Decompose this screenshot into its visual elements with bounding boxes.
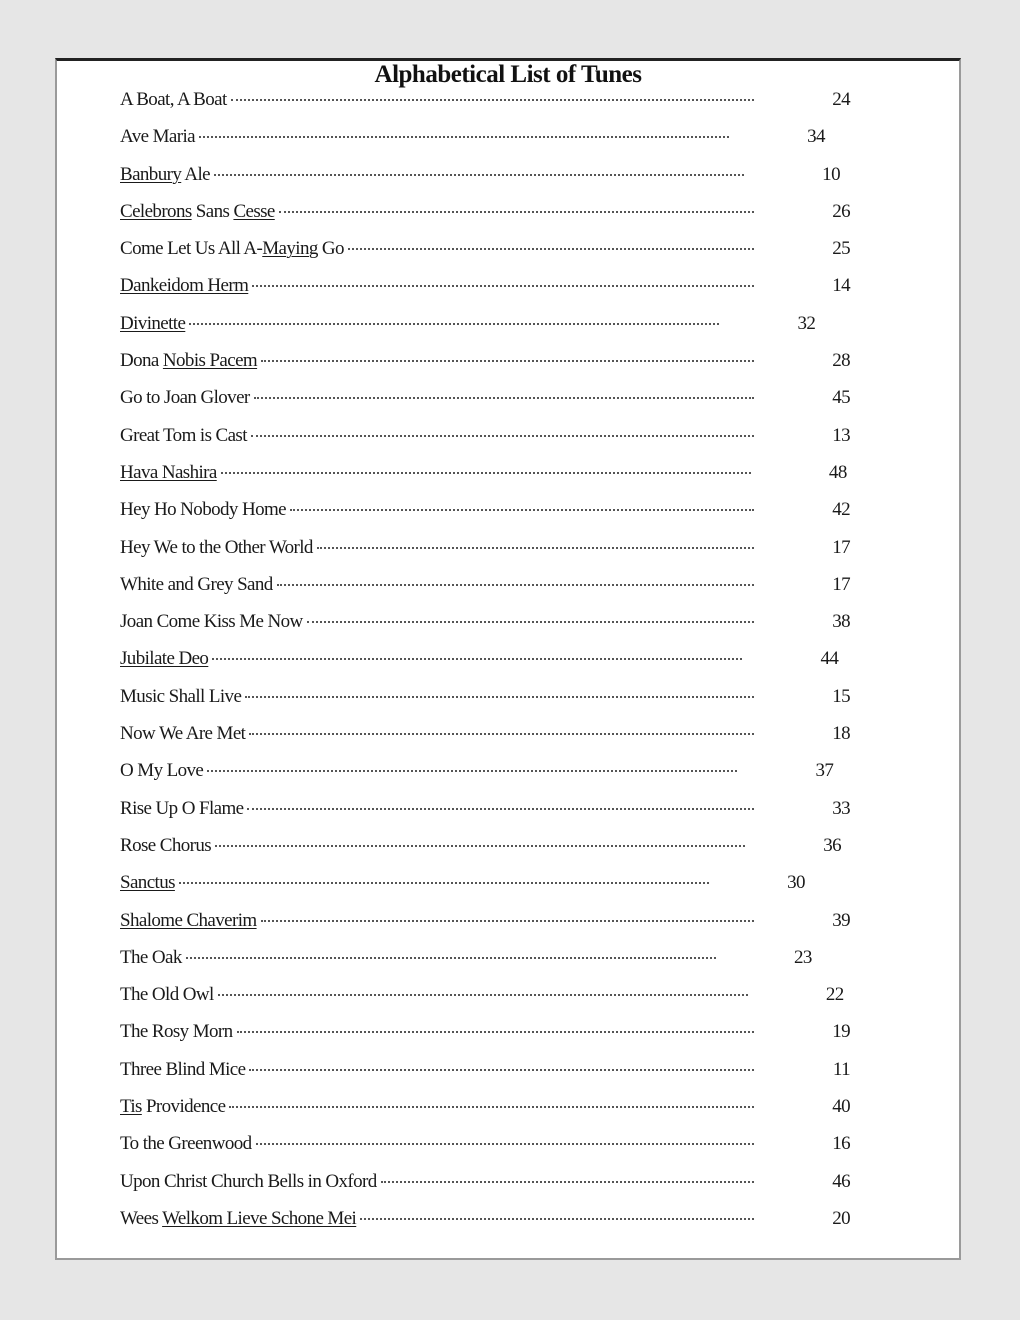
dot-leader (261, 360, 754, 362)
tune-title-part: Ave Maria (120, 126, 195, 148)
dot-leader (290, 509, 754, 511)
page-number: 20 (832, 1207, 850, 1229)
page-number: 34 (807, 126, 825, 148)
page-number: 13 (832, 424, 850, 446)
page-number: 19 (832, 1021, 850, 1043)
page-number: 33 (832, 797, 850, 819)
tune-title-part: White and Grey Sand (120, 573, 273, 595)
dot-leader (231, 99, 754, 101)
tune-entry (120, 1059, 850, 1096)
tune-entry (120, 425, 850, 462)
tune-title (120, 686, 241, 708)
tune-title (120, 872, 175, 894)
tune-entry (120, 760, 850, 797)
page-number: 46 (832, 1170, 850, 1192)
tune-title (120, 350, 257, 372)
tune-title (120, 910, 257, 932)
page-number: 17 (832, 573, 850, 595)
dot-leader (207, 770, 737, 772)
page-number: 16 (832, 1133, 850, 1155)
dot-leader (249, 733, 754, 735)
page-title: Alphabetical List of Tunes (374, 61, 642, 88)
tune-title-part: Upon Christ Church Bells in Oxford (120, 1170, 377, 1192)
tune-title (120, 1021, 233, 1043)
tune-title (120, 499, 286, 521)
document-page (55, 58, 961, 1260)
tune-title-part: Ale (181, 163, 210, 185)
dot-leader (279, 211, 754, 213)
page-number: 39 (832, 909, 850, 931)
page-number: 38 (832, 611, 850, 633)
tune-title-part: The Oak (120, 946, 182, 968)
tune-title-part: Providence (141, 1096, 226, 1118)
page-number: 45 (832, 387, 850, 409)
dot-leader (252, 285, 754, 287)
tune-title-part: Come Let Us All A- (120, 238, 263, 260)
tune-title (120, 574, 273, 596)
tune-title-underlined-part: Cesse (233, 200, 275, 222)
dot-leader (251, 435, 754, 437)
tune-title (120, 1096, 225, 1118)
dot-leader (348, 248, 754, 250)
tune-entry (120, 89, 850, 126)
tune-title-part: The Rosy Morn (120, 1021, 233, 1043)
tune-title (120, 201, 275, 223)
page-number: 42 (832, 499, 850, 521)
page-number: 25 (832, 238, 850, 260)
tune-title-part: Music Shall Live (120, 685, 242, 707)
dot-leader (245, 696, 754, 698)
page-number: 10 (822, 163, 840, 185)
tune-entry (120, 910, 850, 947)
tune-entry (120, 462, 850, 499)
tune-title (120, 648, 208, 670)
tune-entry (120, 835, 850, 872)
tune-title (120, 1171, 377, 1193)
tune-title-underlined-part: Tis (120, 1096, 142, 1118)
tune-title-underlined-part: Dankeidom Herm (120, 275, 249, 297)
dot-leader (179, 882, 709, 884)
dot-leader (307, 621, 754, 623)
tune-title-underlined-part: Welkom Lieve Schone Mei (162, 1207, 357, 1229)
tune-entry (120, 275, 850, 312)
tune-entry (120, 350, 850, 387)
tune-title (120, 462, 217, 484)
dot-leader (215, 845, 745, 847)
tune-entry (120, 1133, 850, 1170)
tune-title-underlined-part: Divinette (120, 312, 186, 334)
tune-title-part: Joan Come Kiss Me Now (120, 611, 303, 633)
dot-leader (381, 1181, 754, 1183)
dot-leader (229, 1106, 754, 1108)
tune-title-part: The Old Owl (120, 984, 214, 1006)
tune-title (120, 275, 248, 297)
tune-title (120, 835, 211, 857)
tune-entry (120, 1171, 850, 1208)
tune-entry (120, 574, 850, 611)
dot-leader (189, 323, 719, 325)
dot-leader (221, 472, 751, 474)
page-number: 37 (815, 760, 834, 782)
page-number: 23 (793, 946, 812, 968)
page-number: 14 (832, 275, 850, 297)
tune-entry (120, 1021, 850, 1058)
tune-entry (120, 723, 850, 760)
dot-leader (254, 397, 754, 399)
tune-entry (120, 947, 850, 984)
tune-entry (120, 686, 850, 723)
page-number: 48 (828, 461, 847, 483)
dot-leader (247, 808, 754, 810)
page-number: 17 (832, 536, 850, 558)
tune-entry (120, 611, 850, 648)
tune-title (120, 89, 227, 111)
page-number: 30 (787, 872, 805, 894)
tune-entry (120, 1096, 850, 1133)
tune-title (120, 1133, 252, 1155)
tune-title-part: Rise Up O Flame (120, 797, 244, 819)
tune-title-underlined-part: Jubilate Deo (120, 648, 209, 670)
tune-title-part: To the Greenwood (120, 1133, 252, 1155)
tune-title-part: O My Love (120, 760, 204, 782)
tune-title-underlined-part: Nobis Pacem (162, 350, 258, 372)
tune-title-part: A Boat, A Boat (120, 89, 227, 110)
dot-leader (261, 920, 754, 922)
tune-entry (120, 238, 850, 275)
tune-title (120, 723, 245, 745)
tune-entry (120, 126, 850, 163)
dot-leader (277, 584, 754, 586)
tune-title (120, 387, 250, 409)
tune-title-part: Hey We to the Other World (120, 536, 313, 558)
page-number: 40 (832, 1096, 850, 1118)
page-number: 36 (823, 834, 842, 856)
tune-title (120, 164, 210, 186)
tune-entry (120, 872, 850, 909)
tune-title-part: Go (317, 238, 344, 260)
tune-title-part: Hey Ho Nobody Home (120, 499, 286, 521)
dot-leader (317, 547, 754, 549)
page-number: 26 (832, 200, 850, 222)
tune-title-part: Wees (120, 1207, 163, 1229)
tune-list (120, 89, 850, 1245)
tune-title-part: Great Tom is Cast (120, 424, 247, 446)
tune-title-underlined-part: Maying (262, 238, 318, 260)
tune-title (120, 537, 313, 559)
tune-title (120, 611, 303, 633)
page-number: 32 (797, 312, 816, 334)
dot-leader (214, 174, 744, 176)
tune-entry (120, 648, 850, 685)
page-number: 11 (832, 1058, 850, 1080)
tune-title-underlined-part: Shalome Chaverim (120, 909, 257, 931)
tune-entry (120, 499, 850, 536)
dot-leader (218, 994, 748, 996)
tune-entry (120, 984, 850, 1021)
page-number: 24 (832, 89, 850, 110)
page-number: 18 (832, 723, 850, 745)
tune-title (120, 425, 247, 447)
dot-leader (249, 1069, 754, 1071)
tune-entry (120, 313, 850, 350)
dot-leader (360, 1218, 754, 1220)
tune-title-part: Go to Joan Glover (120, 387, 250, 409)
tune-title (120, 1059, 245, 1081)
tune-title-underlined-part: Banbury (120, 163, 182, 185)
tune-title (120, 313, 185, 335)
tune-title-part: Now We Are Met (120, 723, 246, 745)
tune-title (120, 1208, 356, 1230)
tune-title-underlined-part: Sanctus (120, 872, 175, 894)
dot-leader (237, 1031, 754, 1033)
page-number: 44 (820, 648, 839, 670)
tune-title-underlined-part: Hava Nashira (120, 461, 217, 483)
tune-entry (120, 1208, 850, 1245)
tune-title (120, 947, 182, 969)
dot-leader (212, 658, 742, 660)
tune-entry (120, 387, 850, 424)
tune-title-part: Sans (191, 200, 234, 222)
page-number: 15 (832, 685, 850, 707)
tune-entry (120, 798, 850, 835)
tune-title (120, 126, 195, 148)
tune-entry (120, 201, 850, 238)
dot-leader (186, 957, 716, 959)
tune-title-part: Dona (120, 350, 163, 372)
tune-title-part: Rose Chorus (120, 834, 212, 856)
dot-leader (199, 136, 729, 138)
tune-title (120, 760, 203, 782)
tune-title-underlined-part: Celebrons (120, 200, 192, 222)
tune-title (120, 984, 214, 1006)
tune-title-part: Three Blind Mice (120, 1058, 246, 1080)
tune-title (120, 798, 243, 820)
page-number: 22 (825, 984, 844, 1006)
tune-entry (120, 537, 850, 574)
page-number: 28 (832, 350, 850, 372)
dot-leader (256, 1143, 754, 1145)
tune-entry (120, 164, 850, 201)
tune-title (120, 238, 344, 260)
